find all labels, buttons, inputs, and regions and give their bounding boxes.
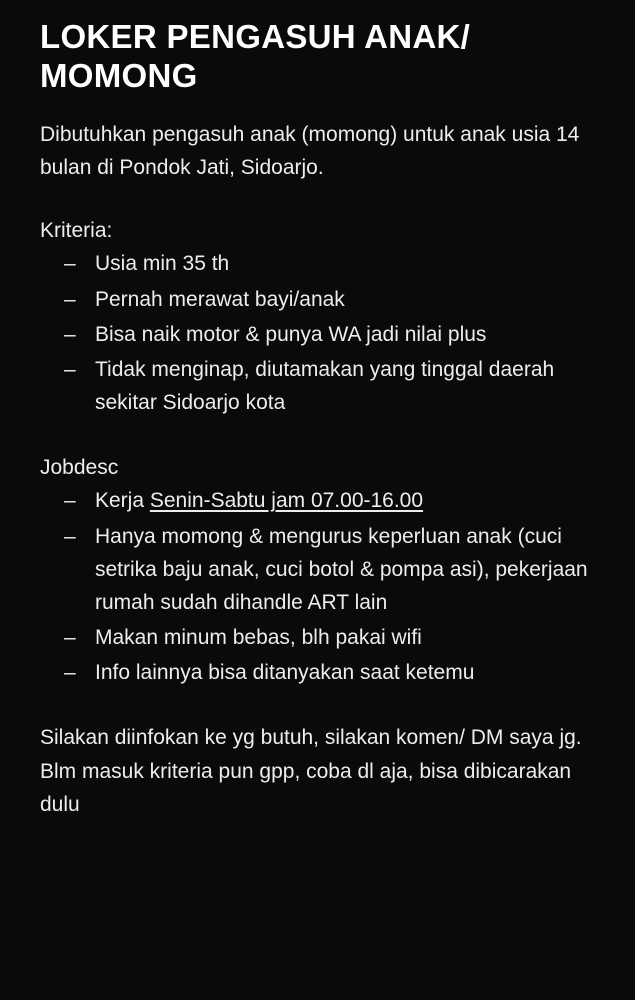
page-title: LOKER PENGASUH ANAK/ MOMONG [40, 18, 471, 94]
criteria-list [40, 247, 595, 419]
list-item: – Pernah merawat bayi/anak [60, 283, 595, 316]
list-item [60, 520, 595, 620]
list-item-text: Hanya momong & mengurus keperluan anak (cuci setrika baju anak, cuci botol & pompa asi), pekerjaan rumah sudah dihandle ART lain [95, 524, 588, 614]
list-item-text: Kerja [95, 489, 150, 513]
intro-paragraph: Dibutuhkan pengasuh anak (momong) untuk anak usia 14 bulan di Pondok Jati, Sidoarjo. [40, 122, 580, 180]
list-item [60, 656, 595, 689]
list-item: – Usia min 35 th [60, 247, 595, 280]
criteria-heading: Kriteria: [40, 219, 113, 243]
list-item-text: Info lainnya bisa ditanyakan saat ketemu [95, 661, 475, 685]
spacer [40, 691, 595, 721]
jobdesc-heading: Jobdesc [40, 456, 119, 480]
list-item-text: Makan minum bebas, blh pakai wifi [95, 626, 422, 650]
list-item [60, 484, 595, 517]
list-item [60, 621, 595, 654]
spacer [40, 184, 595, 214]
list-item: – Tidak menginap, diutamakan yang tinggal daerah sekitar Sidoarjo kota [60, 353, 595, 419]
closing-paragraph: Silakan diinfokan ke yg butuh, silakan komen/ DM saya jg. Blm masuk kriteria pun gpp, coba dl aja, bisa dibicarakan dulu [40, 726, 582, 816]
list-item-underlined-text: Senin-Sabtu jam 07.00-16.00 [149, 489, 424, 513]
spacer [40, 421, 595, 451]
list-item: – Bisa naik motor & punya WA jadi nilai plus [60, 318, 595, 351]
jobdesc-list [40, 484, 595, 689]
